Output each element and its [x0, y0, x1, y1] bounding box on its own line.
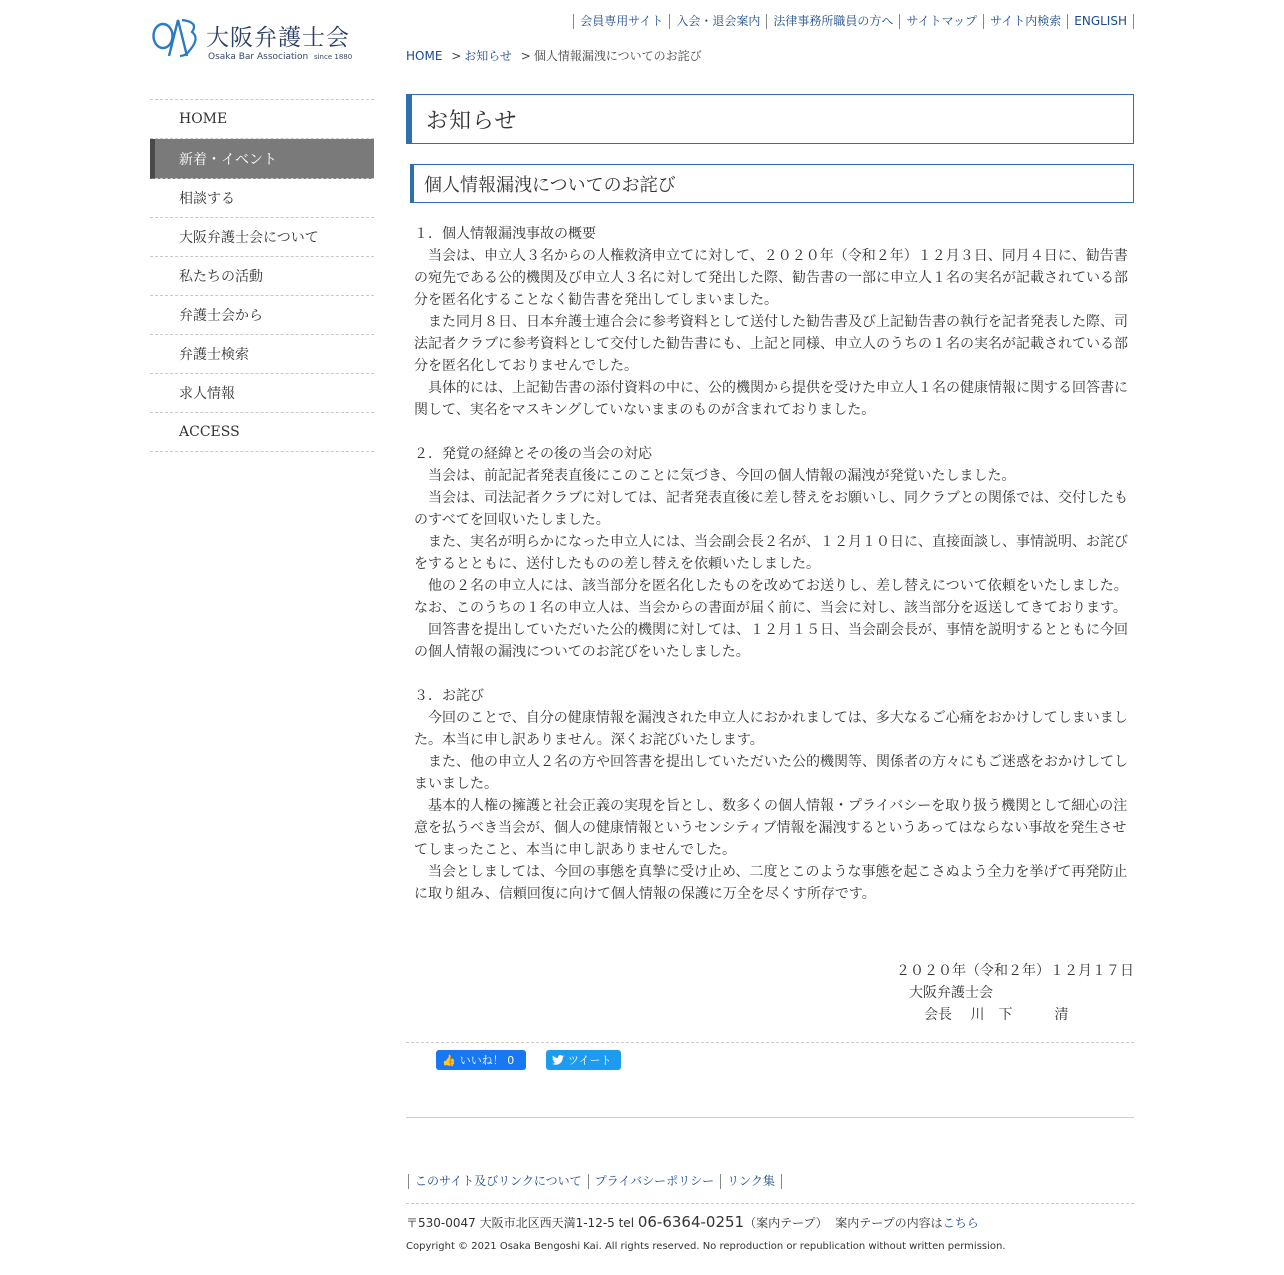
address-text: 〒530-0047 大阪市北区西天満1-12-5 tel	[406, 1216, 638, 1230]
sidebar-item-label: 私たちの活動	[179, 269, 263, 285]
sidebar-nav	[150, 99, 374, 452]
top-link-3[interactable]: サイトマップ	[899, 14, 983, 29]
thumbs-up-icon: 👍	[442, 1053, 456, 1067]
footer-link-0[interactable]: このサイト及びリンクについて	[408, 1174, 588, 1189]
twitter-bird-icon	[552, 1055, 564, 1065]
breadcrumb-parent[interactable]: お知らせ	[464, 49, 512, 63]
sidebar-item-label: 新着・イベント	[179, 151, 277, 168]
sidebar-item-2[interactable]	[150, 179, 374, 218]
breadcrumb	[406, 47, 702, 64]
tweet-label: ツイート	[568, 1054, 612, 1067]
paragraph: 今回のことで、自分の健康情報を漏洩された申立人におかれましては、多大なるご心痛をおかけしてしまいました。本当に申し訳ありません。深くお詫びいたします。	[414, 710, 1128, 748]
footer-link-2[interactable]: リンク集	[720, 1174, 782, 1189]
top-link-1[interactable]: 入会・退会案内	[669, 14, 766, 29]
signature-president: 会長 川 下 清	[924, 1007, 1069, 1023]
phone-note: （案内テープ）	[744, 1216, 828, 1230]
paragraph: 当会は、申立人３名からの人権救済申立てに対して、２０２０年（令和２年）１２月３日、同月４日に、勧告書の宛先である公的機関及び申立人３名に対して発出した際、勧告書の一部に申立人１名の実名が記載されている部分を匿名化することなく勧告書を発出してしまいました。	[414, 248, 1128, 308]
oba-logo-icon	[152, 16, 200, 60]
sidebar-item-label: 求人情報	[179, 386, 235, 402]
divider	[406, 1042, 1134, 1043]
paragraph: 当会は、前記記者発表直後にこのことに気づき、今回の個人情報の漏洩が発覚いたしました。	[414, 468, 1016, 484]
footer-nav	[408, 1174, 782, 1189]
paragraph: 具体的には、上記勧告書の添付資料の中に、公的機関から提供を受けた申立人１名の健康情報に関する回答書に関して、実名をマスキングしていないままのものが含まれておりました。	[414, 380, 1128, 418]
sidebar-item-5[interactable]	[150, 296, 374, 335]
section-title: お知らせ	[406, 94, 1134, 144]
phone-number: 06-6364-0251	[637, 1213, 745, 1231]
section-heading: ３．お詫び	[414, 688, 484, 704]
top-link-4[interactable]: サイト内検索	[983, 14, 1067, 29]
paragraph: 基本的人権の擁護と社会正義の実現を旨とし、数多くの個人情報・プライバシーを取り扱う機関として細心の注意を払うべき当会が、個人の健康情報というセンシティブ情報を漏洩するというあってはならない事故を発生させてしまったこと、本当に申し訳ありませんでした。	[414, 798, 1128, 858]
divider	[406, 1117, 1134, 1118]
sidebar-item-label: 大阪弁護士会について	[179, 230, 319, 246]
tweet-button[interactable]	[546, 1050, 621, 1070]
article-section	[414, 223, 1136, 421]
facebook-like-label: いいね！ 0	[459, 1054, 515, 1067]
paragraph: 他の２名の申立人には、該当部分を匿名化したものを改めてお送りし、差し替えについて依頼をいたしました。なお、このうちの１名の申立人は、当会からの書面が届く前に、当会に対し、該当部分を返送してきております。	[414, 578, 1128, 616]
section-heading: ２．発覚の経緯とその後の当会の対応	[414, 446, 652, 462]
tape-link[interactable]: こちら	[942, 1216, 979, 1230]
sidebar-item-0[interactable]	[150, 100, 374, 139]
divider	[406, 1203, 1134, 1204]
breadcrumb-home[interactable]: HOME	[406, 49, 443, 63]
logo-title: 大阪弁護士会	[206, 25, 350, 51]
paragraph: また、他の申立人２名の方や回答書を提出していただいた公的機関等、関係者の方々にもご迷惑をおかけしてしまいました。	[414, 754, 1128, 792]
sidebar-item-label: 弁護士会から	[179, 308, 263, 324]
sidebar-item-6[interactable]	[150, 335, 374, 374]
article-body	[414, 223, 1136, 927]
tape-text: 案内テープの内容は	[835, 1216, 943, 1230]
logo-subtitle: Osaka Bar Association since 1880	[208, 52, 353, 62]
site-logo[interactable]	[152, 16, 352, 64]
copyright: Copyright © 2021 Osaka Bengoshi Kai. All rights reserved. No reproduction or republication without written permission.	[406, 1241, 1006, 1252]
top-link-5[interactable]: ENGLISH	[1067, 14, 1134, 29]
breadcrumb-separator: >	[451, 49, 462, 63]
article-section	[414, 685, 1136, 905]
paragraph: また、実名が明らかになった申立人には、当会副会長２名が、１２月１０日に、直接面談し、事情説明、お詫びをするとともに、送付したものの差し替えを依頼いたしました。	[414, 534, 1128, 572]
article-signature	[414, 960, 1134, 1026]
sidebar-item-8[interactable]	[150, 413, 374, 452]
footer-link-1[interactable]: プライバシーポリシー	[588, 1174, 720, 1189]
paragraph: 当会としましては、今回の事態を真摯に受け止め、二度とこのような事態を起こさぬよう全力を挙げて再発防止に取り組み、信頼回復に向けて個人情報の保護に万全を尽くす所存です。	[414, 864, 1128, 902]
section-heading: １．個人情報漏洩事故の概要	[414, 226, 596, 242]
facebook-like-button[interactable]	[436, 1050, 526, 1070]
sidebar-item-label: HOME	[179, 111, 228, 127]
sidebar-item-label: 弁護士検索	[179, 347, 249, 363]
top-nav	[573, 14, 1134, 29]
sidebar-item-4[interactable]	[150, 257, 374, 296]
breadcrumb-current: 個人情報漏洩についてのお詫び	[533, 49, 702, 63]
breadcrumb-separator: >	[520, 49, 531, 63]
paragraph: また同月８日、日本弁護士連合会に参考資料として送付した勧告書及び上記勧告書の執行を記者発表した際、司法記者クラブに参考資料として交付した勧告書にも、上記と同様、申立人のうちの１名の実名が記載されている部分を匿名化しておりませんでした。	[414, 314, 1128, 374]
sidebar-item-7[interactable]	[150, 374, 374, 413]
sidebar-item-label: ACCESS	[179, 424, 240, 440]
paragraph: 回答書を提出していただいた公的機関に対しては、１２月１５日、当会副会長が、事情を説明するとともに今回の個人情報の漏洩についてのお詫びをいたしました。	[414, 622, 1128, 660]
article-section	[414, 443, 1136, 663]
footer-address	[406, 1213, 979, 1231]
top-link-0[interactable]: 会員専用サイト	[573, 14, 669, 29]
top-link-2[interactable]: 法律事務所職員の方へ	[766, 14, 899, 29]
signature-org: 大阪弁護士会	[909, 985, 993, 1001]
sidebar-item-3[interactable]	[150, 218, 374, 257]
sidebar-item-1[interactable]	[150, 139, 374, 179]
article-title: 個人情報漏洩についてのお詫び	[410, 164, 1134, 203]
paragraph: 当会は、司法記者クラブに対しては、記者発表直後に差し替えをお願いし、同クラブとの関係では、交付したものすべてを回収いたしました。	[414, 490, 1128, 528]
sidebar-item-label: 相談する	[179, 191, 235, 207]
signature-date: ２０２０年（令和２年）１２月１７日	[896, 963, 1134, 979]
